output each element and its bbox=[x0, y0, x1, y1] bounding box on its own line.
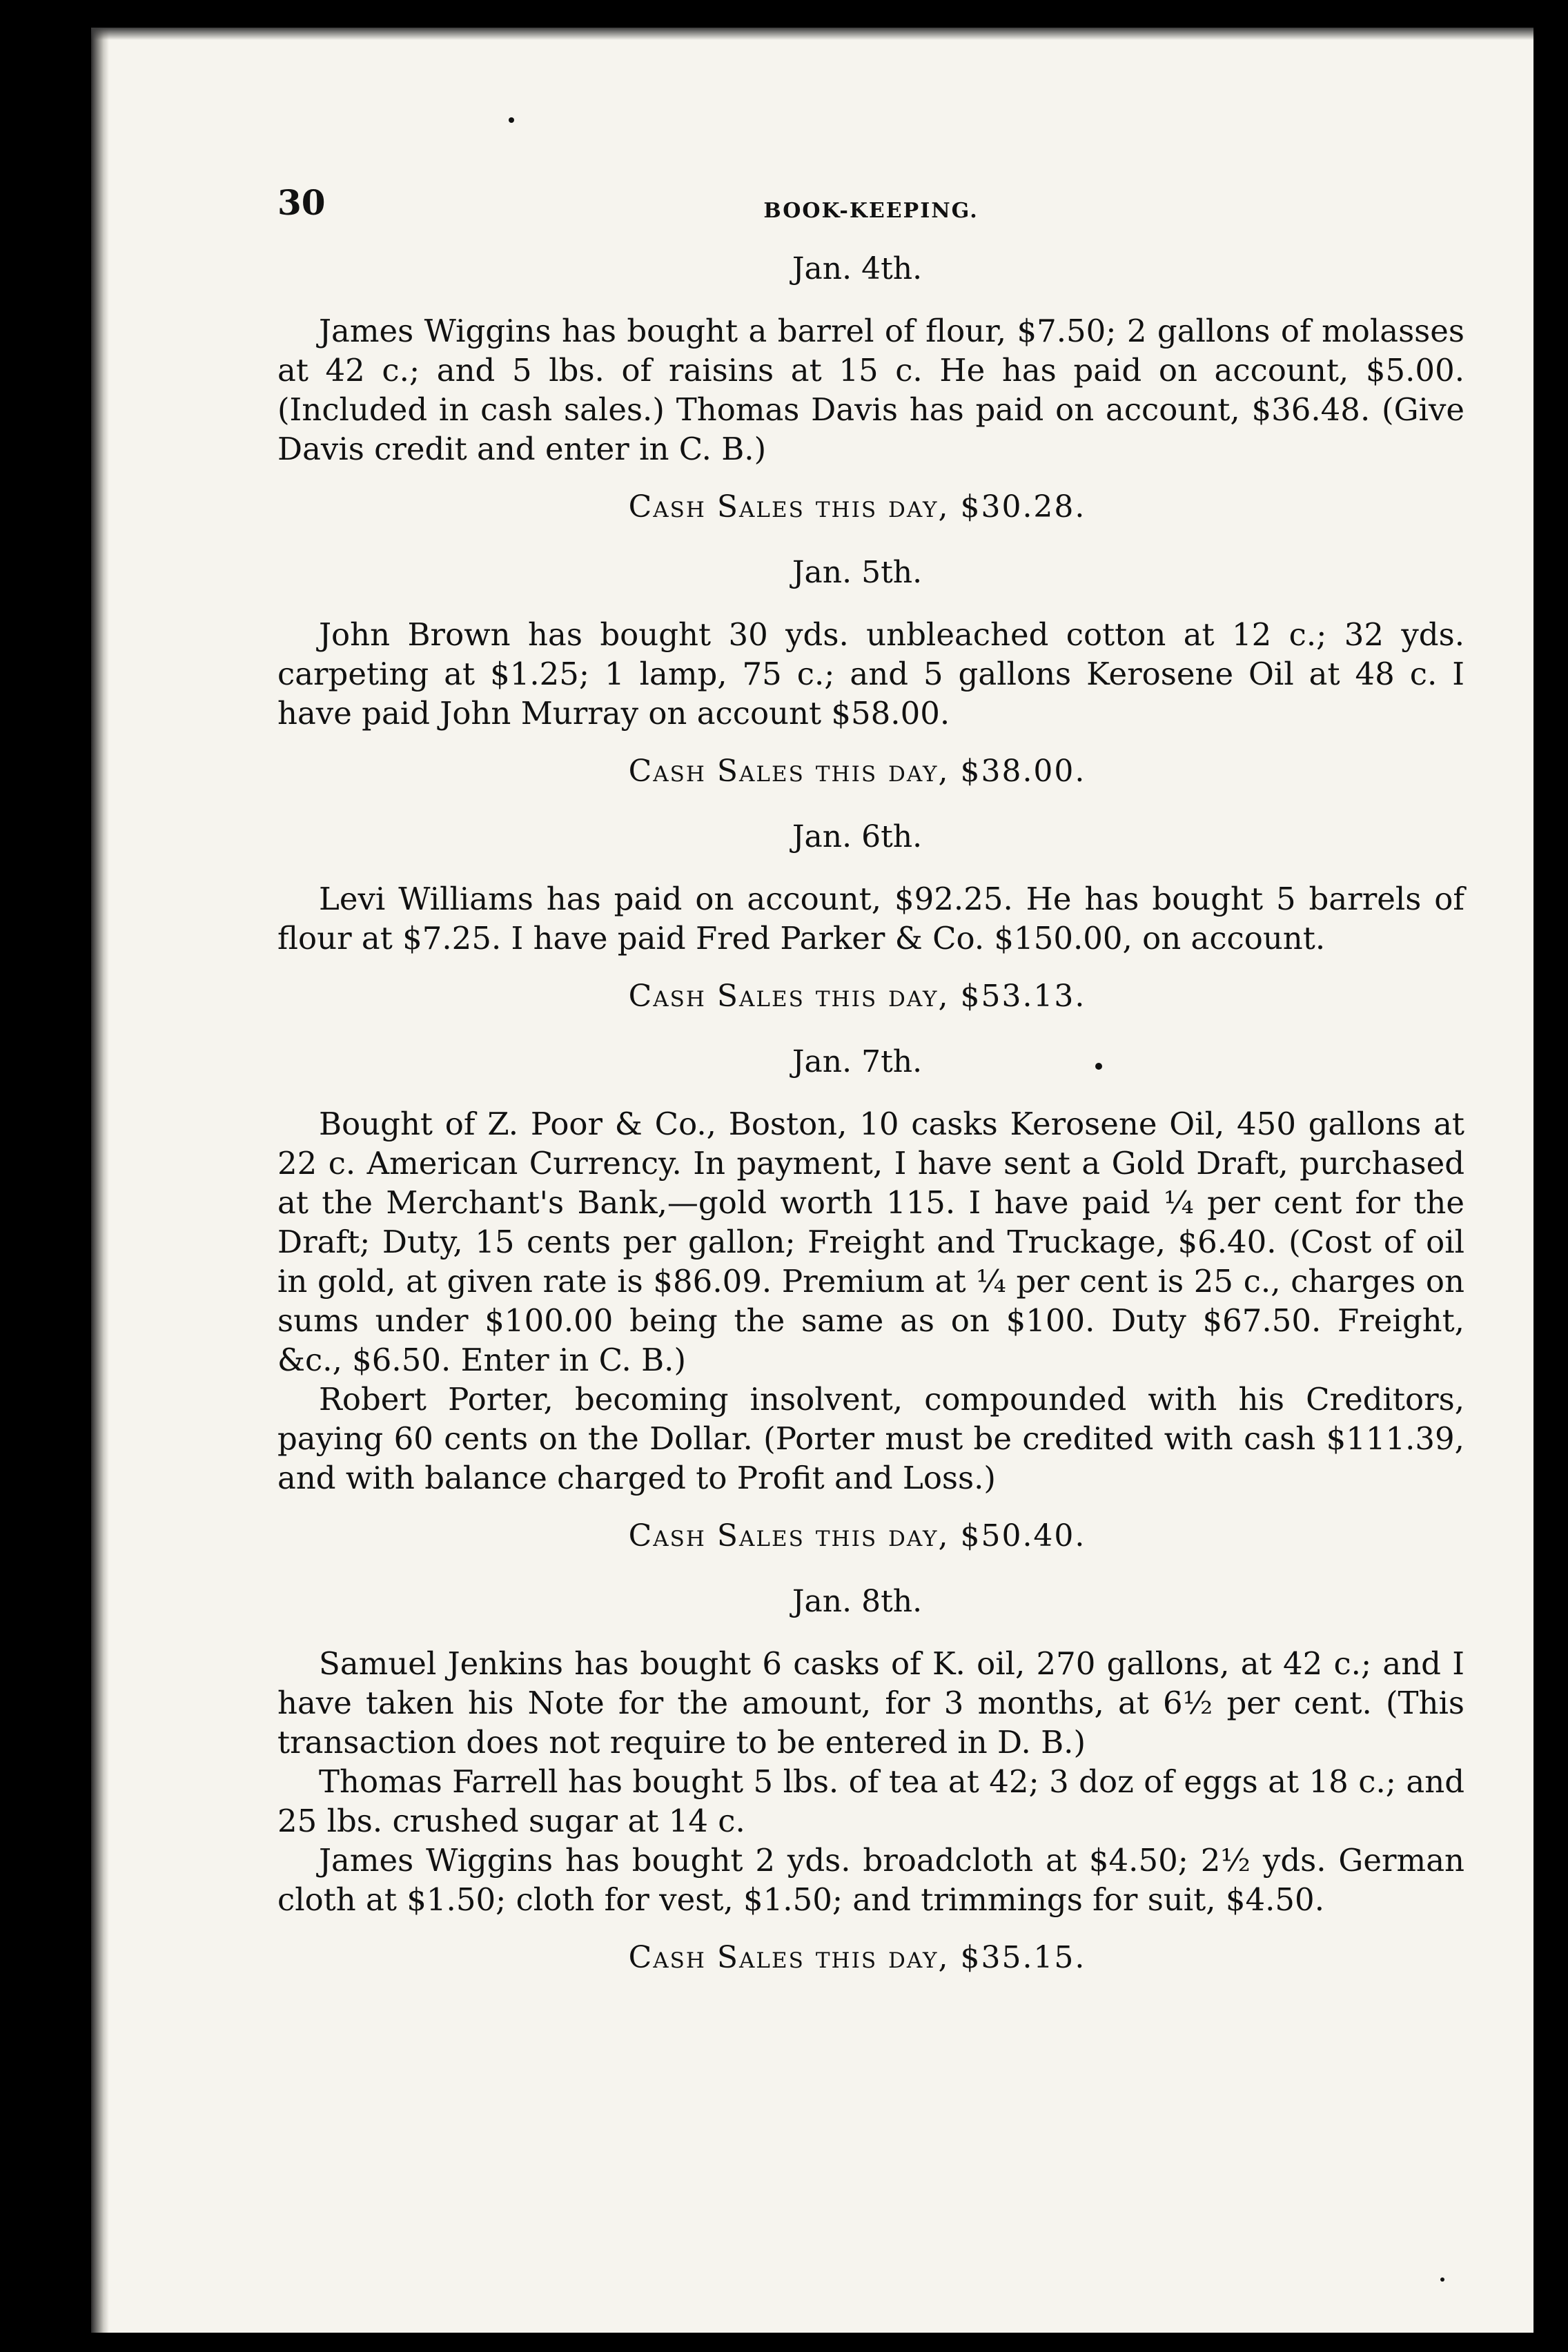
print-speck bbox=[1440, 2277, 1444, 2282]
entry-date: Jan. 4th. bbox=[792, 251, 923, 286]
print-speck bbox=[1095, 1063, 1102, 1070]
cash-sales-line: Cash Sales this day, $38.00. bbox=[628, 754, 1086, 789]
print-speck bbox=[509, 117, 514, 123]
day-entry-jan-5 bbox=[277, 555, 1464, 789]
page-number: 30 bbox=[277, 182, 326, 223]
cash-sales-line: Cash Sales this day, $30.28. bbox=[628, 489, 1086, 525]
book-page bbox=[91, 28, 1533, 2333]
entry-date: Jan. 7th. bbox=[792, 1044, 923, 1079]
page-edge-shadow bbox=[91, 28, 109, 2333]
running-head: BOOK-KEEPING. bbox=[763, 199, 979, 223]
entry-paragraph: Levi Williams has paid on account, $92.25. He has bought 5 barrels of flour at $7.25. I have paid Fred Parker & Co. $150.00, on account. bbox=[277, 881, 1464, 957]
entry-paragraph: Bought of Z. Poor & Co., Boston, 10 casks Kerosene Oil, 450 gallons at 22 c. American Currency. In payment, I have sent a Gold Draft, purchased at the Merchant's Bank,—gold worth 115. I have paid ¼ per cent for the Draft; Duty, 15 cents per gallon; Freight and Truckage, $6.40. (Cost of oil in gold, at given rate is $86.09. Premium at ¼ per cent is 25 c., charges on sums under $100.00 being the same as on $100. Duty $67.50. Freight, &c., $6.50. Enter in C. B.) bbox=[277, 1106, 1464, 1378]
cash-sales-line: Cash Sales this day, $50.40. bbox=[628, 1518, 1086, 1554]
day-entry-jan-4 bbox=[277, 251, 1464, 525]
day-entry-jan-8 bbox=[277, 1584, 1464, 1975]
day-entry-jan-6 bbox=[277, 819, 1464, 1014]
entry-paragraph: John Brown has bought 30 yds. unbleached cotton at 12 c.; 32 yds. carpeting at $1.25; 1 lamp, 75 c.; and 5 gallons Kerosene Oil at 48 c. I have paid John Murray on account $58.00. bbox=[277, 616, 1464, 732]
cash-sales-line: Cash Sales this day, $53.13. bbox=[628, 979, 1086, 1014]
page-content bbox=[277, 166, 1464, 1975]
entry-paragraph: James Wiggins has bought a barrel of flour, $7.50; 2 gallons of molasses at 42 c.; and 5 lbs. of raisins at 15 c. He has paid on account, $5.00. (Included in cash sales.) Thomas Davis has paid on account, $36.48. (Give Davis credit and enter in C. B.) bbox=[277, 313, 1464, 467]
entry-date: Jan. 5th. bbox=[792, 555, 923, 590]
entry-date: Jan. 8th. bbox=[792, 1584, 923, 1619]
page-header bbox=[277, 166, 1464, 221]
entry-date: Jan. 6th. bbox=[792, 819, 923, 854]
entry-paragraph: James Wiggins has bought 2 yds. broadcloth at $4.50; 2½ yds. German cloth at $1.50; cloth for vest, $1.50; and trimmings for suit, $4.50. bbox=[277, 1842, 1464, 1918]
cash-sales-line: Cash Sales this day, $35.15. bbox=[628, 1940, 1086, 1975]
entry-paragraph: Robert Porter, becoming insolvent, compounded with his Creditors, paying 60 cents on the Dollar. (Porter must be credited with cash $111.39, and with balance charged to Profit and Loss.) bbox=[277, 1381, 1464, 1496]
entry-paragraph: Thomas Farrell has bought 5 lbs. of tea at 42; 3 doz of eggs at 18 c.; and 25 lbs. crushed sugar at 14 c. bbox=[277, 1763, 1464, 1839]
day-entry-jan-7 bbox=[277, 1044, 1464, 1554]
entry-paragraph: Samuel Jenkins has bought 6 casks of K. oil, 270 gallons, at 42 c.; and I have taken his Note for the amount, for 3 months, at 6½ per cent. (This transaction does not require to be entered in D. B.) bbox=[277, 1645, 1464, 1761]
page-top-shadow bbox=[91, 28, 1533, 40]
